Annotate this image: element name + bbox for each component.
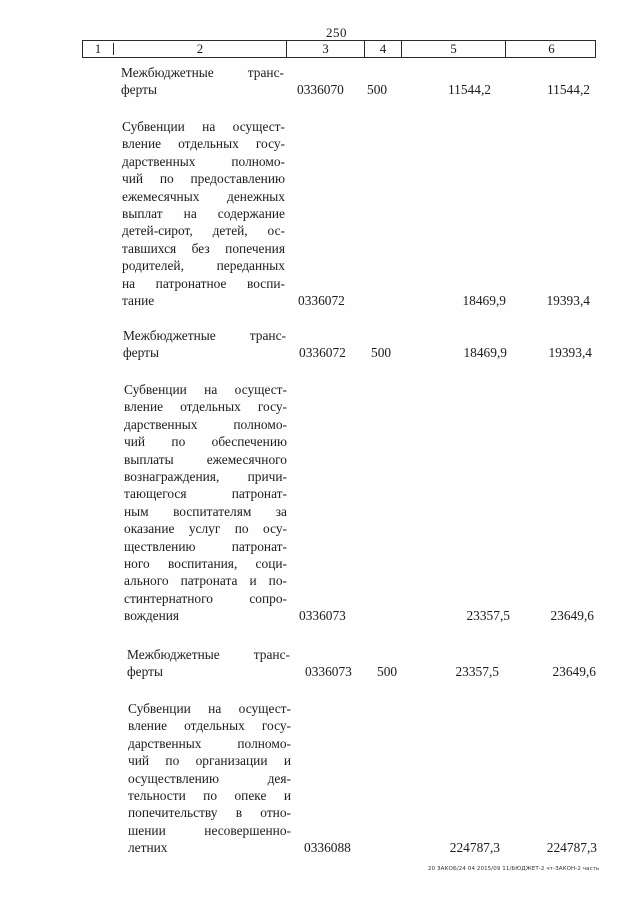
- row-description: [123, 327, 286, 362]
- description-line: вождения: [124, 608, 180, 624]
- description-line: Субвенции на осущест-: [128, 701, 291, 716]
- description-line: дарственных полномо-: [122, 153, 285, 169]
- description-line: оказание услуг по осу-: [124, 521, 287, 537]
- column-header-5: 5: [401, 41, 505, 57]
- description-line: тельности по опеке и: [128, 788, 291, 804]
- column-header-1: 1: [94, 41, 102, 56]
- description-line: ществлению патронат-: [124, 538, 287, 554]
- description-line: Межбюджетные транс-: [121, 65, 284, 80]
- row-code: 0336073: [305, 664, 352, 680]
- row-description: [124, 381, 287, 625]
- description-line: вление отдельных госу-: [128, 718, 291, 734]
- row-description: [127, 646, 290, 681]
- description-line: осуществлению дея-: [128, 770, 291, 786]
- table-header-row: [82, 40, 596, 58]
- row-amount-2016: 11544,2: [447, 82, 491, 98]
- column-header-6: 6: [505, 41, 597, 57]
- description-line: ферты: [123, 345, 159, 361]
- row-amount-2017: 23649,6: [552, 664, 596, 680]
- row-amount-2017: 224787,3: [546, 840, 597, 856]
- row-expense-type: 500: [377, 664, 398, 680]
- description-line: на патронатное воспи-: [122, 275, 285, 291]
- description-line: чий по предоставлению: [122, 171, 285, 187]
- description-line: вознаграждения, причи-: [124, 469, 287, 485]
- row-amount-2017: 11544,2: [546, 82, 590, 98]
- row-code: 0336088: [304, 840, 351, 856]
- row-code: 0336070: [297, 82, 344, 98]
- description-line: вление отдельных госу-: [122, 136, 285, 152]
- description-line: ферты: [127, 664, 163, 680]
- column-header-4: 4: [364, 41, 401, 57]
- description-line: вление отдельных госу-: [124, 399, 287, 415]
- row-code: 0336072: [299, 345, 346, 361]
- page-footer: 20 ЗАКОБ/24 04 2015/09 11/БЮДЖЕТ-2 чт-ЗАКОН-2 часть: [428, 866, 600, 872]
- description-line: стинтернатного сопро-: [124, 590, 287, 606]
- row-code: 0336072: [298, 293, 345, 308]
- row-amount-2016: 224787,3: [449, 840, 500, 856]
- row-amount-2016: 18469,9: [463, 345, 507, 361]
- description-line: ным воспитателям за: [124, 503, 287, 519]
- row-description: [122, 118, 285, 309]
- description-line: Субвенции на осущест-: [122, 119, 285, 134]
- description-line: Субвенции на осущест-: [124, 382, 287, 397]
- description-line: ферты: [121, 82, 157, 98]
- row-amount-2017: 19393,4: [548, 345, 592, 361]
- description-line: ального патроната и по-: [124, 573, 287, 589]
- description-line: шении несовершенно-: [128, 822, 291, 838]
- description-line: тание: [122, 293, 155, 309]
- row-code: 0336073: [299, 608, 346, 624]
- description-line: тавшихся без попечения: [122, 240, 285, 256]
- row-description: [121, 64, 284, 99]
- row-expense-type: 500: [371, 345, 392, 361]
- description-line: Межбюджетные транс-: [123, 328, 286, 343]
- row-amount-2016: 18469,9: [462, 293, 506, 308]
- row-amount-2016: 23357,5: [466, 608, 510, 624]
- description-line: родителей, переданных: [122, 258, 285, 274]
- description-line: выплат на содержание: [122, 206, 285, 222]
- description-line: летних: [128, 840, 168, 856]
- row-amount-2016: 23357,5: [455, 664, 499, 680]
- description-line: дарственных полномо-: [124, 416, 287, 432]
- description-line: дарственных полномо-: [128, 735, 291, 751]
- description-line: чий по организации и: [128, 753, 291, 769]
- description-line: ного воспитания, соци-: [124, 556, 287, 572]
- column-header-3: 3: [286, 41, 364, 57]
- description-line: чий по обеспечению: [124, 434, 287, 450]
- page-number: 250: [326, 25, 347, 40]
- description-line: выплаты ежемесячного: [124, 451, 287, 467]
- description-line: ежемесячных денежных: [122, 188, 285, 204]
- description-line: детей-сирот, детей, ос-: [122, 223, 285, 239]
- description-line: попечительству в отно-: [128, 805, 291, 821]
- row-description: [128, 700, 291, 857]
- row-expense-type: 500: [367, 82, 388, 98]
- row-amount-2017: 23649,6: [550, 608, 594, 624]
- description-line: тающегося патронат-: [124, 486, 287, 502]
- row-amount-2017: 19393,4: [546, 293, 590, 308]
- description-line: Межбюджетные транс-: [127, 647, 290, 662]
- column-header-2: 2: [196, 41, 204, 56]
